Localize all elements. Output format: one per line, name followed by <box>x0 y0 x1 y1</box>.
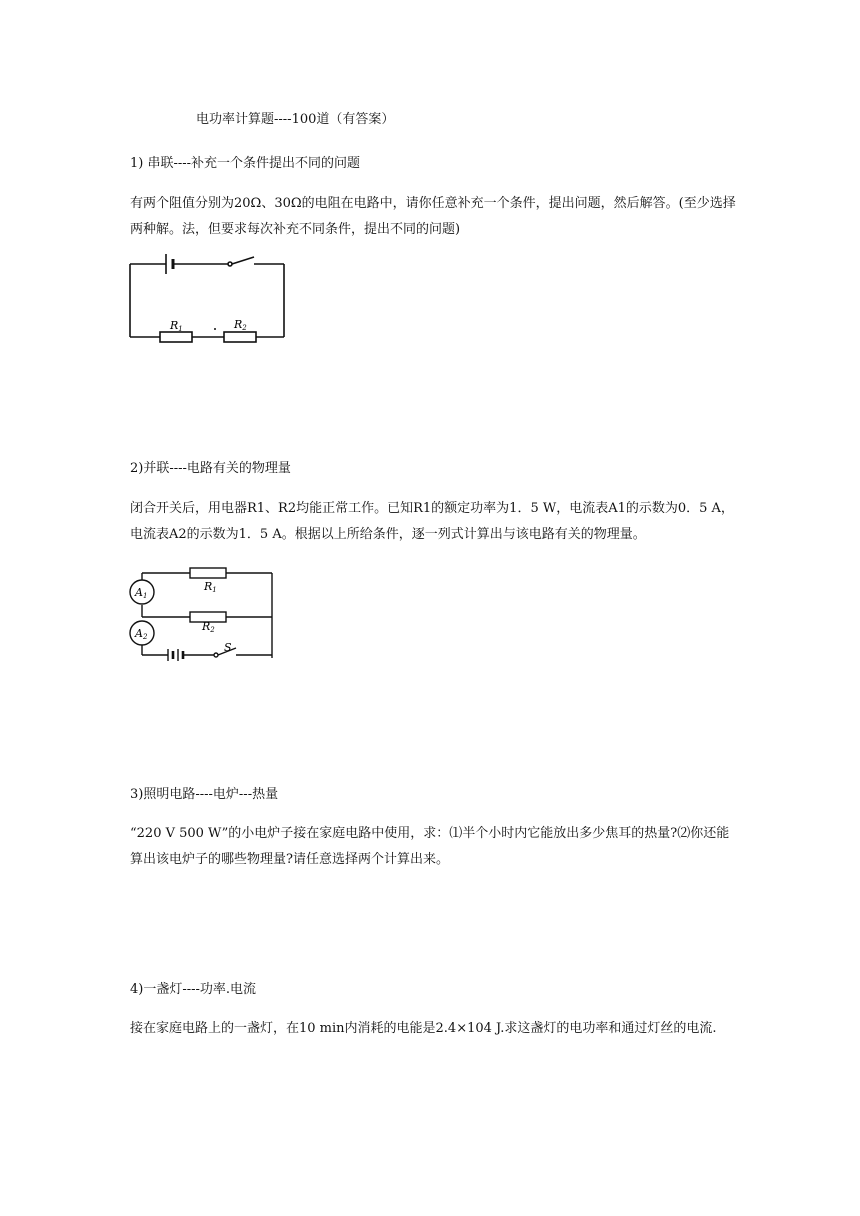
r2-label: R2 <box>202 620 215 634</box>
problem-2-heading: 2)并联----电路有关的物理量 <box>130 461 291 476</box>
switch-s-label: S <box>224 641 232 654</box>
problem-4-heading: 4)一盏灯----功率.电流 <box>130 982 257 997</box>
r1-label: R1 <box>170 319 183 333</box>
problem-3-body: “220 V 500 W”的小电炉子接在家庭电路中使用，求：⑴半个小时内它能放出多少焦耳的热量?⑵你还能算出该电炉子的哪些物理量?请任意选择两个计算出来。 <box>130 826 730 867</box>
parallel-circuit-diagram <box>124 562 279 666</box>
problem-2-body: 闭合开关后，用电器R1、R2均能正常工作。已知R1的额定功率为1．5 W，电流表A1的示数为0．5 A，电流表A2的示数为1．5 A。根据以上所给条件，逐一列式计算出与该电路有关的物理量。 <box>130 501 734 542</box>
problem-1-heading: 1) 串联----补充一个条件提出不同的问题 <box>130 156 361 171</box>
switch-contact <box>228 262 232 266</box>
series-circuit-diagram <box>126 250 291 346</box>
a2-label: A2 <box>135 627 148 641</box>
problem-3-heading: 3)照明电路----电炉---热量 <box>130 787 279 802</box>
resistor-r1 <box>160 332 192 342</box>
resistor-r1 <box>190 568 226 578</box>
r2-label: R2 <box>234 318 247 332</box>
r1-label: R1 <box>204 580 217 594</box>
problem-1-body: 有两个阻值分别为20Ω、30Ω的电阻在电路中，请你任意补充一个条件，提出问题，然后解答。(至少选择两种解。法，但要求每次补充不同条件，提出不同的问题) <box>130 196 736 237</box>
resistor-r2 <box>224 332 256 342</box>
problem-4-body: 接在家庭电路上的一盏灯，在10 min内消耗的电能是2.4×104 J.求这盏灯的电功率和通过灯丝的电流. <box>130 1021 717 1036</box>
switch-blade <box>232 257 254 264</box>
page-title: 电功率计算题----100道（有答案） <box>196 112 395 127</box>
a1-label: A1 <box>135 586 148 600</box>
